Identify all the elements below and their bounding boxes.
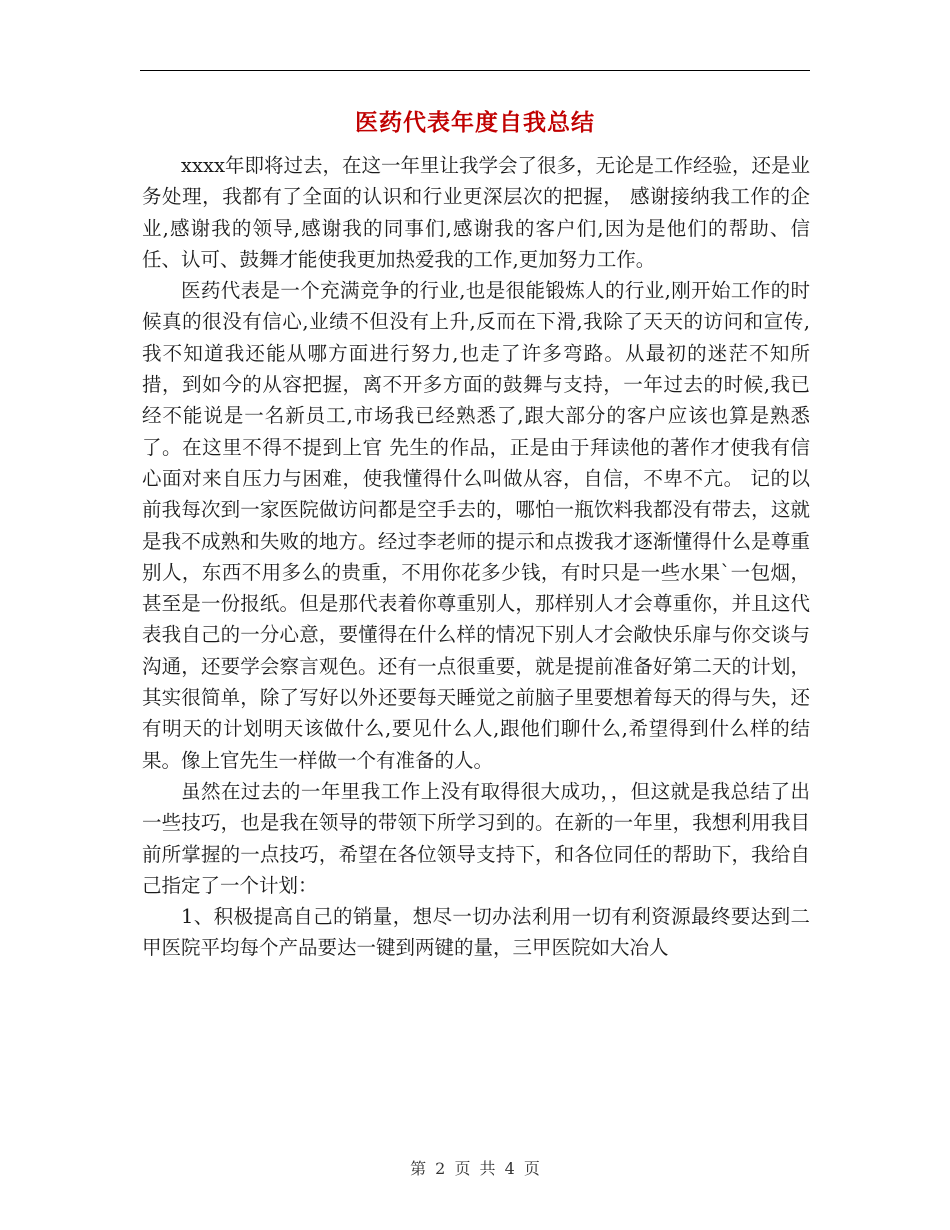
header-rule xyxy=(140,70,810,71)
document-title: 医药代表年度自我总结 xyxy=(355,109,595,136)
page-number-footer: 第 2 页 共 4 页 xyxy=(410,1159,540,1178)
document-body xyxy=(142,150,810,964)
paragraph-experience: 医药代表是一个充满竞争的行业,也是很能锻炼人的行业,刚开始工作的时候真的很没有信心,业绩不但没有上升,反而在下滑,我除了天天的访问和宣传,我不知道我还能从哪方面进行努力,也走了许多弯路。从最初的迷茫不知所措，到如今的从容把握，离不开多方面的鼓舞与支持，一年过去的时候,我已经不能说是一名新员工,市场我已经熟悉了,跟大部分的客户应该也算是熟悉了。在这里不得不提到上官 先生的作品，正是由于拜读他的著作才使我有信心面对来自压力与困难，使我懂得什么叫做从容，自信，不卑不亢。 记的以前我每次到一家医院做访问都是空手去的，哪怕一瓶饮料我都没有带去，这就是我不成熟和失败的地方。经过李老师的提示和点拨我才逐渐懂得什么是尊重别人，东西不用多么的贵重，不用你花多少钱，有时只是一些水果`一包烟，甚至是一份报纸。但是那代表着你尊重别人，那样别人才会尊重你，并且这代表我自己的一分心意，要懂得在什么样的情况下别人才会敞快乐扉与你交谈与沟通，还要学会察言观色。还有一点很重要，就是提前准备好第二天的计划，其实很简单，除了写好以外还要每天睡觉之前脑子里要想着每天的得与失，还有明天的计划明天该做什么,要见什么人,跟他们聊什么,希望得到什么样的结果。像上官先生一样做一个有准备的人。 xyxy=(142,279,810,772)
paragraph-plan-item-1: 1、积极提高自己的销量，想尽一切办法利用一切有利资源最终要达到二甲医院平均每个产品要达一键到两键的量，三甲医院如大冶人 xyxy=(142,905,810,960)
paragraph-plan-intro: 虽然在过去的一年里我工作上没有取得很大成功，，但这就是我总结了出一些技巧，也是我在领导的带领下所学习到的。在新的一年里，我想利用我目前所掌握的一点技巧，希望在各位领导支持下，和各位同任的帮助下，我给自己指定了一个计划： xyxy=(142,779,810,897)
paragraph-intro: xxxx年即将过去，在这一年里让我学会了很多，无论是工作经验，还是业务处理，我都有了全面的认识和行业更深层次的把握， 感谢接纳我工作的企业,感谢我的领导,感谢我的同事们,感谢我的客户们,因为是他们的帮助、信任、认可、鼓舞才能使我更加热爱我的工作,更加努力工作。 xyxy=(142,154,810,271)
